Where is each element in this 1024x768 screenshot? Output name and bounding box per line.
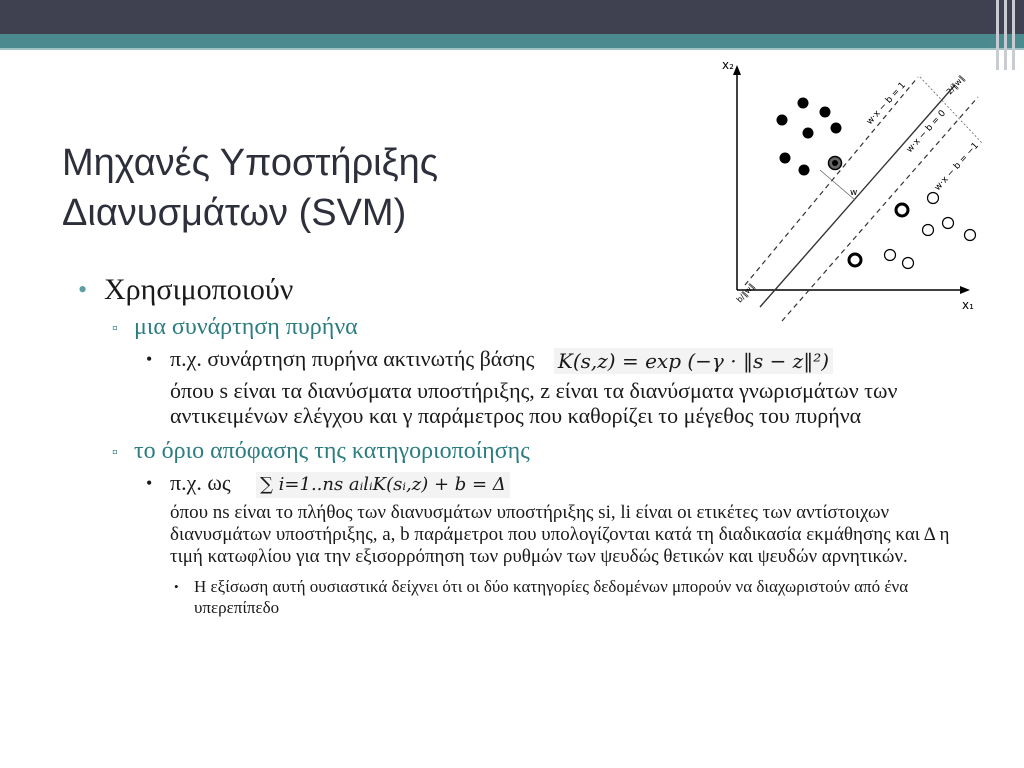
kernel-explanation: όπου s είναι τα διανύσματα υποστήριξης, z είναι τα διανύσματα γνωρισμάτων των αντικειμένων ελέγχου και γ παράμετρος που καθορίζει το μέγεθος του πυρήνα [170, 377, 898, 428]
hyperplane-note: Η εξίσωση αυτή ουσιαστικά δείχνει ότι οι δύο κατηγορίες δεδομένων μπορούν να διαχωριστούν από ένα υπερεπίπεδο [194, 576, 909, 617]
accent-line [0, 48, 1024, 50]
bullet-small-dot-icon: • [146, 472, 153, 493]
boundary-explanation: όπου ns είναι το πλήθος των διανυσμάτων υποστήριξης si, li είναι οι ετικέτες των αντίστοιχων διανυσμάτων υποστήριξης, a, b παράμετροι που υπολογίζονται κατά τη διαδικασία εκμάθησης και Δ η τιμή κατωφλίου για την εξισορρόπηση των ρυθμών των ψευδώς θετικών και ψευδών αρνητικών. [170, 501, 950, 567]
bullet-level1 [74, 272, 974, 308]
bullet-tiny-dot-icon: • [174, 578, 179, 594]
label-w: w [850, 188, 858, 198]
support-vector-b [849, 254, 861, 266]
class-b-point [885, 250, 896, 261]
bullet-small-dot-icon: • [146, 349, 153, 369]
bullet-level2-kernel [74, 312, 974, 342]
class-b-point [965, 230, 976, 241]
class-a-point [780, 153, 791, 164]
support-vector-b [896, 204, 908, 216]
class-a-point [799, 165, 810, 176]
class-a-point [798, 98, 809, 109]
rbf-kernel-formula: K(s,z) = exp (−γ · ‖s − z‖²) [554, 348, 833, 374]
y-axis-label: x₂ [722, 58, 734, 72]
decision-formula: ∑ i=1..ns aᵢlᵢK(sᵢ,z) + b = Δ [256, 472, 510, 498]
accent-bar [0, 34, 1024, 48]
support-vector-a-core [832, 160, 838, 166]
boundary-example-text: π.χ. ως [170, 469, 231, 495]
kernel-heading: μια συνάρτηση πυρήνα [134, 314, 358, 340]
bullet-level1-text: Χρησιμοποιούν [104, 273, 294, 306]
y-axis-arrow [733, 65, 741, 75]
bullet-square-icon: ▫ [112, 320, 118, 337]
label-lower-line: w·x − b = −1 [932, 140, 982, 194]
label-middle-line: w·x − b = 0 [904, 108, 949, 156]
boundary-heading: το όριο απόφασης της κατηγοριοποίησης [134, 437, 530, 464]
bullet-level3-example [74, 346, 974, 374]
class-b-point [923, 225, 934, 236]
decor-stripe [1004, 0, 1007, 70]
x-axis-label: x₁ [962, 298, 974, 312]
bullet-level2-boundary [74, 436, 974, 466]
bullet-square-icon: ▫ [112, 443, 118, 461]
bullet-level4-note [74, 576, 974, 618]
label-upper-line: w·x − b = 1 [864, 80, 909, 128]
class-b-point [943, 218, 954, 229]
bullet-level3-boundary-example [74, 470, 974, 498]
label-b: b/‖w‖ [734, 281, 757, 305]
margin-line-upper [745, 77, 918, 285]
slide-title: Μηχανές Υποστήριξης Διανυσμάτων (SVM) [62, 142, 439, 234]
slide-body [74, 272, 974, 618]
class-b-point [928, 193, 939, 204]
class-a-point [820, 107, 831, 118]
kernel-example-text: π.χ. συνάρτηση πυρήνα ακτινωτής βάσης [170, 346, 535, 371]
decor-stripe [1012, 0, 1015, 70]
class-a-point [831, 123, 842, 134]
top-bar [0, 0, 1024, 34]
label-margin: 2/‖w‖ [944, 73, 967, 97]
class-a-point [777, 115, 788, 126]
class-a-point [803, 128, 814, 139]
bullet-dot-icon: • [78, 275, 88, 304]
class-b-point [903, 258, 914, 269]
